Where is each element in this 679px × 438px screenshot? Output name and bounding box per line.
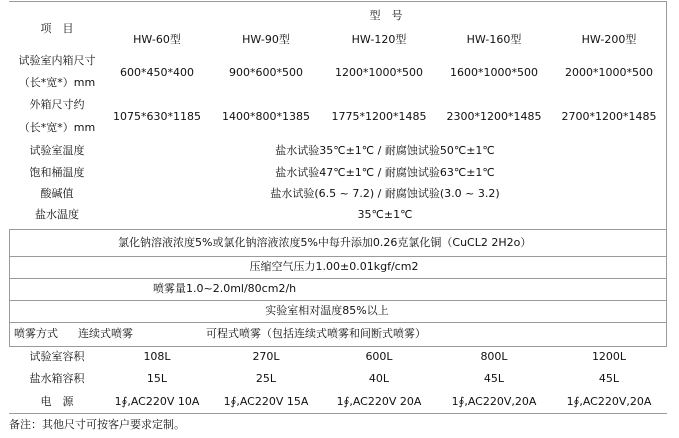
divider: [9, 229, 667, 230]
outer-size-label: 外箱尺寸约: [29, 98, 85, 111]
model-header-2: HW-90型: [242, 33, 290, 46]
inner-size-value: 600*450*400: [120, 66, 194, 79]
outer-size-value: 2300*1200*1485: [446, 110, 542, 123]
divider: [9, 300, 667, 301]
divider: [9, 346, 667, 347]
power-value: 1∮,AC220V 10A: [114, 395, 200, 408]
brine-temp-label: 盐水温度: [35, 208, 79, 221]
power-value: 1∮,AC220V 15A: [223, 395, 309, 408]
inner-size-value: 900*600*500: [229, 66, 303, 79]
inner-size-label-unit: （长*宽*）mm: [18, 76, 96, 89]
brine-tank-label: 盐水箱容积: [29, 372, 85, 385]
spray-mode-label: 喷雾方式: [14, 327, 58, 340]
power-value: 1∮,AC220V 20A: [336, 395, 422, 408]
inner-size-value: 1200*1000*500: [335, 66, 423, 79]
chamber-volume-value: 1200L: [591, 350, 627, 363]
spray-volume-note: 喷雾量1.0~2.0ml/80cm2/h: [153, 282, 297, 295]
brine-temp-value: 35℃±1℃: [357, 208, 413, 221]
outer-size-value: 1775*1200*1485: [331, 110, 427, 123]
spray-mode-continuous: 连续式喷雾: [78, 327, 133, 340]
remark: 备注：其他尺寸可按客户要求定制。: [9, 418, 185, 431]
divider: [9, 322, 667, 323]
model-header-5: HW-200型: [581, 33, 637, 46]
brine-tank-value: 15L: [146, 372, 168, 385]
power-label: 电 源: [40, 395, 74, 408]
outer-size-value: 2700*1200*1485: [561, 110, 657, 123]
chamber-volume-value: 600L: [365, 350, 393, 363]
saturator-temp-value: 盐水试验47℃±1℃ / 耐腐蚀试验63℃±1℃: [275, 166, 495, 179]
divider: [9, 256, 667, 257]
humidity-note: 实验室相对温度85%以上: [265, 304, 389, 317]
item-header: 项 目: [40, 22, 74, 35]
brine-tank-value: 40L: [368, 372, 390, 385]
spray-mode-programmable: 可程式喷雾（包括连续式喷雾和间断式喷雾）: [206, 327, 426, 340]
brine-tank-value: 25L: [255, 372, 277, 385]
chamber-temp-value: 盐水试验35℃±1℃ / 耐腐蚀试验50℃±1℃: [275, 144, 495, 157]
model-header-1: HW-60型: [133, 33, 181, 46]
outer-size-label-unit: （长*宽*）mm: [18, 121, 96, 134]
power-value: 1∮,AC220V,20A: [451, 395, 537, 408]
inner-size-value: 1600*1000*500: [450, 66, 538, 79]
chamber-volume-label: 试验室容积: [29, 350, 85, 363]
divider: [9, 278, 667, 279]
power-value: 1∮,AC220V,20A: [566, 395, 652, 408]
table-top-border: [9, 1, 667, 2]
outer-size-value: 1075*630*1185: [113, 110, 201, 123]
table-right-border: [666, 1, 667, 346]
ph-label: 酸碱值: [40, 187, 74, 200]
ph-value: 盐水试验(6.5 ~ 7.2) / 耐腐蚀试验(3.0 ~ 3.2): [270, 187, 500, 200]
inner-size-value: 2000*1000*500: [565, 66, 653, 79]
chamber-temp-label: 试验室温度: [29, 144, 85, 157]
inner-size-label: 试验室内箱尺寸: [18, 54, 96, 67]
saturator-temp-label: 饱和桶温度: [29, 166, 85, 179]
model-header-3: HW-120型: [351, 33, 407, 46]
model-header-4: HW-160型: [466, 33, 522, 46]
table-left-border: [9, 229, 10, 346]
chamber-volume-value: 270L: [252, 350, 280, 363]
outer-size-value: 1400*800*1385: [222, 110, 310, 123]
table-bottom-border: [9, 413, 667, 414]
brine-tank-value: 45L: [598, 372, 620, 385]
air-pressure-note: 压缩空气压力1.00±0.01kgf/cm2: [249, 260, 419, 273]
brine-tank-value: 45L: [483, 372, 505, 385]
chamber-volume-value: 108L: [143, 350, 171, 363]
model-header: 型 号: [369, 9, 403, 22]
solution-note: 氯化钠溶液浓度5%或氯化钠溶液浓度5%中每升添加0.26克氯化铜（CuCL2 2H2o）: [118, 236, 532, 249]
chamber-volume-value: 800L: [480, 350, 508, 363]
